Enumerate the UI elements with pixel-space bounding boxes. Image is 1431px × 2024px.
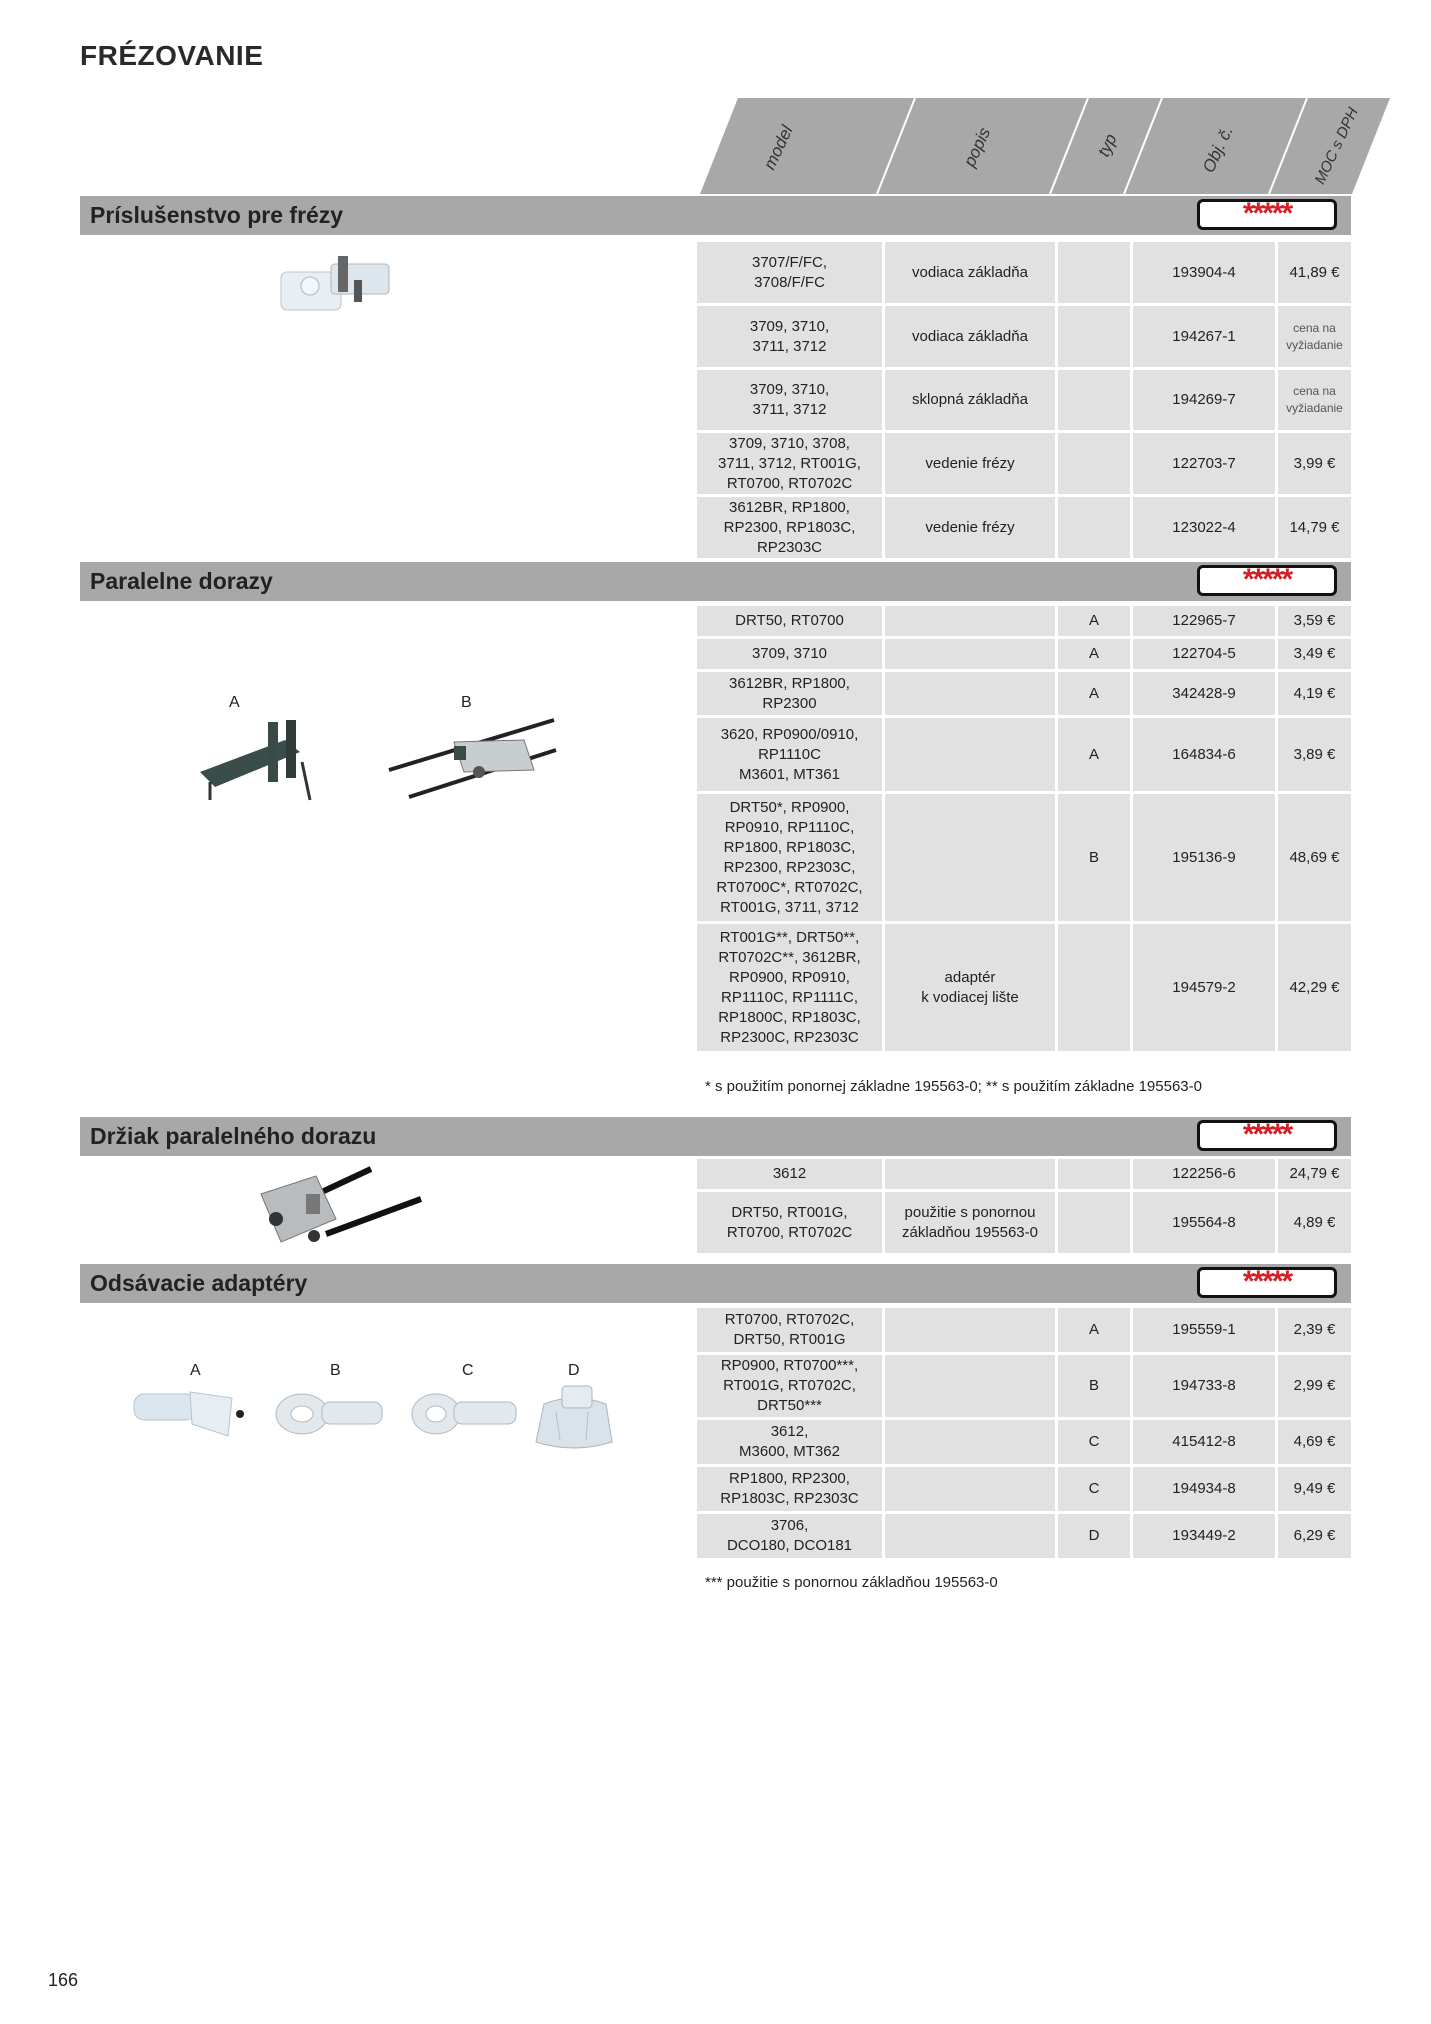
model-cell: 3709, 3710, 3708, 3711, 3712, RT001G, RT0700, RT0702C	[697, 433, 882, 494]
model-cell: RP0900, RT0700***, RT001G, RT0702C, DRT50***	[697, 1355, 882, 1417]
table-row	[697, 639, 1351, 669]
price-cell: 3,99 €	[1278, 433, 1351, 494]
description-cell	[885, 718, 1055, 791]
table-row	[697, 433, 1351, 494]
model-cell: RT001G**, DRT50**, RT0702C**, 3612BR, RP0900, RP0910, RP1110C, RP1111C, RP1800C, RP1803C, RP2300C, RP2303C	[697, 924, 882, 1051]
illustration-label: B	[330, 1362, 341, 1379]
price-cell: 48,69 €	[1278, 794, 1351, 921]
table-row	[697, 1355, 1351, 1417]
type-cell	[1058, 1192, 1130, 1253]
router-base-image	[276, 250, 396, 322]
table-row	[697, 497, 1351, 558]
price-cell: 24,79 €	[1278, 1159, 1351, 1189]
description-cell	[885, 639, 1055, 669]
description-cell	[885, 1514, 1055, 1558]
price-cell: 2,39 €	[1278, 1308, 1351, 1352]
table-row	[697, 924, 1351, 1051]
order-number-cell: 415412-8	[1133, 1420, 1275, 1464]
order-number-cell: 195564-8	[1133, 1192, 1275, 1253]
column-header-background	[700, 98, 1390, 194]
table-odsavacie	[697, 1308, 1351, 1561]
order-number-cell: 122965-7	[1133, 606, 1275, 636]
price-cell: cena na vyžiadanie	[1278, 370, 1351, 430]
type-cell	[1058, 924, 1130, 1051]
section-header	[80, 196, 1351, 235]
column-label-popis: popis	[959, 124, 995, 170]
page-number: 166	[48, 1970, 79, 1990]
type-cell	[1058, 497, 1130, 558]
rating-stars-icon: *****	[1197, 1120, 1337, 1151]
description-cell	[885, 1420, 1055, 1464]
model-cell: 3612BR, RP1800, RP2300, RP1803C, RP2303C	[697, 497, 882, 558]
order-number-cell: 194733-8	[1133, 1355, 1275, 1417]
section-header	[80, 1264, 1351, 1303]
price-cell: 4,69 €	[1278, 1420, 1351, 1464]
type-cell: D	[1058, 1514, 1130, 1558]
table-row	[697, 1308, 1351, 1352]
type-cell: A	[1058, 1308, 1130, 1352]
table-row	[697, 1192, 1351, 1253]
order-number-cell: 194269-7	[1133, 370, 1275, 430]
description-cell: sklopná základňa	[885, 370, 1055, 430]
table-row	[697, 672, 1351, 715]
table-row	[697, 718, 1351, 791]
type-cell: C	[1058, 1467, 1130, 1511]
description-cell	[885, 1159, 1055, 1189]
description-cell: vedenie frézy	[885, 497, 1055, 558]
type-cell: A	[1058, 606, 1130, 636]
order-number-cell: 164834-6	[1133, 718, 1275, 791]
column-label-typ: typ	[1093, 130, 1121, 160]
model-cell: 3709, 3710, 3711, 3712	[697, 370, 882, 430]
model-cell: DRT50*, RP0900, RP0910, RP1110C, RP1800, RP1803C, RP2300, RP2303C, RT0700C*, RT0702C, RT001G, 3711, 3712	[697, 794, 882, 921]
table-prislusenstvo	[697, 242, 1351, 561]
illustration-label: D	[568, 1362, 580, 1379]
column-header	[700, 98, 1390, 194]
price-cell: 3,49 €	[1278, 639, 1351, 669]
table-row	[697, 1514, 1351, 1558]
type-cell	[1058, 1159, 1130, 1189]
type-cell	[1058, 370, 1130, 430]
table-paralelne-dorazy	[697, 606, 1351, 1054]
dust-adapter-c-image	[408, 1388, 520, 1440]
order-number-cell: 193904-4	[1133, 242, 1275, 303]
column-label-moc: MOC s DPH	[1311, 105, 1362, 187]
illustration-label: A	[229, 694, 240, 711]
parallel-guide-b-image	[384, 712, 560, 804]
price-cell: 3,89 €	[1278, 718, 1351, 791]
price-cell: cena na vyžiadanie	[1278, 306, 1351, 367]
type-cell: A	[1058, 718, 1130, 791]
column-label-model: model	[759, 122, 797, 173]
dust-adapter-a-image	[132, 1384, 244, 1442]
description-cell	[885, 606, 1055, 636]
dust-adapter-d-image	[526, 1382, 622, 1452]
description-cell: adaptér k vodiacej lište	[885, 924, 1055, 1051]
page-title: FRÉZOVANIE	[80, 40, 264, 71]
order-number-cell: 195559-1	[1133, 1308, 1275, 1352]
price-cell: 41,89 €	[1278, 242, 1351, 303]
type-cell	[1058, 306, 1130, 367]
description-cell	[885, 1355, 1055, 1417]
dust-adapter-b-image	[272, 1388, 387, 1440]
description-cell	[885, 794, 1055, 921]
description-cell	[885, 1467, 1055, 1511]
guide-holder-image	[256, 1164, 426, 1254]
order-number-cell: 122703-7	[1133, 433, 1275, 494]
model-cell: RT0700, RT0702C, DRT50, RT001G	[697, 1308, 882, 1352]
model-cell: 3706, DCO180, DCO181	[697, 1514, 882, 1558]
model-cell: 3709, 3710	[697, 639, 882, 669]
section-title: Odsávacie adaptéry	[90, 1270, 308, 1296]
order-number-cell: 342428-9	[1133, 672, 1275, 715]
order-number-cell: 123022-4	[1133, 497, 1275, 558]
section-title: Držiak paralelného dorazu	[90, 1123, 377, 1149]
order-number-cell: 194267-1	[1133, 306, 1275, 367]
illustration-label: C	[462, 1362, 474, 1379]
rating-stars-icon: *****	[1197, 565, 1337, 596]
type-cell: A	[1058, 672, 1130, 715]
price-cell: 2,99 €	[1278, 1355, 1351, 1417]
parallel-guide-a-image	[190, 712, 320, 804]
order-number-cell: 122704-5	[1133, 639, 1275, 669]
column-label-obj: Obj. č.	[1198, 123, 1237, 176]
price-cell: 6,29 €	[1278, 1514, 1351, 1558]
section-title: Príslušenstvo pre frézy	[90, 202, 344, 228]
order-number-cell: 195136-9	[1133, 794, 1275, 921]
type-cell: A	[1058, 639, 1130, 669]
order-number-cell: 194579-2	[1133, 924, 1275, 1051]
description-cell	[885, 1308, 1055, 1352]
table-row	[697, 1420, 1351, 1464]
price-cell: 4,19 €	[1278, 672, 1351, 715]
table-row	[697, 370, 1351, 430]
description-cell: vodiaca základňa	[885, 306, 1055, 367]
illustration-label: B	[461, 694, 472, 711]
section-header	[80, 1117, 1351, 1156]
description-cell: použitie s ponornou základňou 195563-0	[885, 1192, 1055, 1253]
model-cell: 3612	[697, 1159, 882, 1189]
table-row	[697, 1159, 1351, 1189]
table-row	[697, 306, 1351, 367]
section-title: Paralelne dorazy	[90, 568, 273, 594]
order-number-cell: 193449-2	[1133, 1514, 1275, 1558]
type-cell: B	[1058, 794, 1130, 921]
footnote: *** použitie s ponornou základňou 195563-0	[705, 1574, 998, 1591]
model-cell: 3709, 3710, 3711, 3712	[697, 306, 882, 367]
model-cell: 3612, M3600, MT362	[697, 1420, 882, 1464]
table-row	[697, 794, 1351, 921]
price-cell: 9,49 €	[1278, 1467, 1351, 1511]
type-cell	[1058, 242, 1130, 303]
price-cell: 4,89 €	[1278, 1192, 1351, 1253]
model-cell: DRT50, RT0700	[697, 606, 882, 636]
model-cell: 3707/F/FC, 3708/F/FC	[697, 242, 882, 303]
table-row	[697, 606, 1351, 636]
type-cell: C	[1058, 1420, 1130, 1464]
type-cell	[1058, 433, 1130, 494]
price-cell: 3,59 €	[1278, 606, 1351, 636]
model-cell: DRT50, RT001G, RT0700, RT0702C	[697, 1192, 882, 1253]
table-drziak	[697, 1159, 1351, 1256]
section-header	[80, 562, 1351, 601]
rating-stars-icon: *****	[1197, 199, 1337, 230]
footnote: * s použitím ponornej základne 195563-0; ** s použitím základne 195563-0	[705, 1078, 1202, 1095]
illustration-label: A	[190, 1362, 201, 1379]
description-cell	[885, 672, 1055, 715]
price-cell: 42,29 €	[1278, 924, 1351, 1051]
table-row	[697, 1467, 1351, 1511]
table-row	[697, 242, 1351, 303]
type-cell: B	[1058, 1355, 1130, 1417]
model-cell: 3620, RP0900/0910, RP1110C M3601, MT361	[697, 718, 882, 791]
rating-stars-icon: *****	[1197, 1267, 1337, 1298]
description-cell: vodiaca základňa	[885, 242, 1055, 303]
order-number-cell: 122256-6	[1133, 1159, 1275, 1189]
order-number-cell: 194934-8	[1133, 1467, 1275, 1511]
model-cell: RP1800, RP2300, RP1803C, RP2303C	[697, 1467, 882, 1511]
model-cell: 3612BR, RP1800, RP2300	[697, 672, 882, 715]
description-cell: vedenie frézy	[885, 433, 1055, 494]
price-cell: 14,79 €	[1278, 497, 1351, 558]
